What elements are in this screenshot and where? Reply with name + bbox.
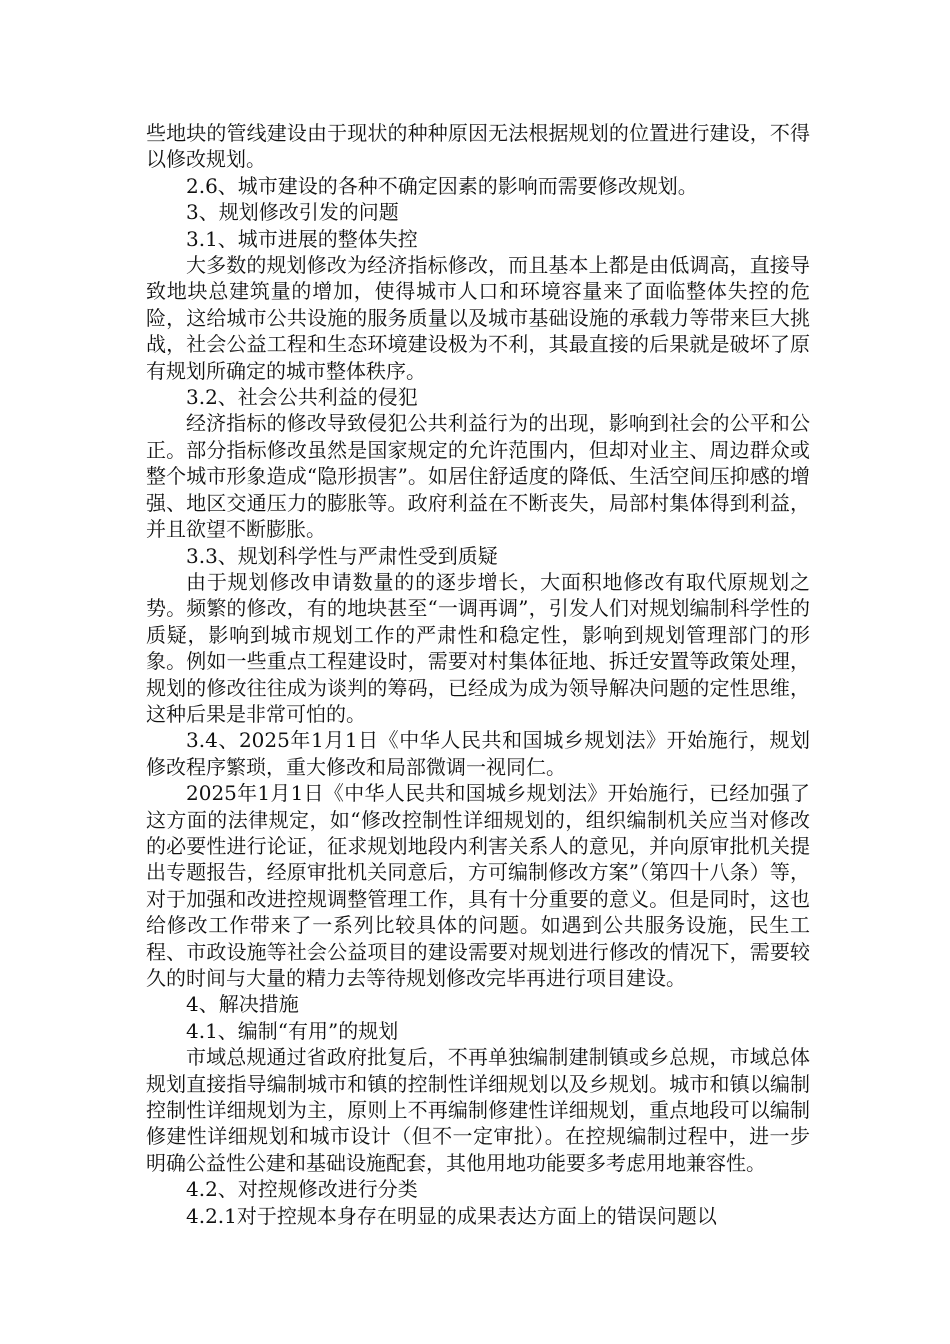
section-heading: 4.1、编制“有用”的规划 — [186, 1018, 399, 1043]
section-heading: 3、规划修改引发的问题 — [186, 200, 399, 225]
section-heading: 2.6、城市建设的各种不确定因素的影响而需要修改规划。 — [186, 173, 698, 198]
section-heading: 4、解决措施 — [186, 992, 299, 1017]
paragraph: 些地块的管线建设由于现状的种种原因无法根据规划的位置进行建设，不得以修改规划。 — [146, 121, 810, 172]
paragraph: 2025年1月1日《中华人民共和国城乡规划法》开始施行，已经加强了这方面的法律规定，如“修改控制性详细规划的，组织编制机关应当对修改的必要性进行论证，征求规划地段内利害关系人的意见，并向原审批机关提出专题报告，经原审批机关同意后，方可编制修改方案”（第四十八条）等，对于加强和改进控规调整管理工作，具有十分重要的意义。但是同时，这也给修改工作带来了一系列比较具体的问题。如遇到公共服务设施，民生工程、市政设施等社会公益项目的建设需要对规划进行修改的情况下，需要较久的时间与大量的精力去等待规划修改完毕再进行项目建设。 — [146, 781, 810, 990]
section-heading: 3.2、社会公共利益的侵犯 — [186, 385, 418, 410]
section-heading: 3.1、城市进展的整体失控 — [186, 226, 418, 251]
section-heading: 3.3、规划科学性与严肃性受到质疑 — [186, 543, 498, 568]
paragraph: 经济指标的修改导致侵犯公共利益行为的出现，影响到社会的公平和公正。部分指标修改虽然是国家规定的允许范围内，但却对业主、周边群众或整个城市形象造成“隐形损害”。如居住舒适度的降低、生活空间压抑感的增强、地区交通压力的膨胀等。政府利益在不断丧失，局部村集体得到利益，并且欲望不断膨胀。 — [146, 411, 810, 542]
paragraph: 市域总规通过省政府批复后，不再单独编制建制镇或乡总规，市域总体规划直接指导编制城市和镇的控制性详细规划以及乡规划。城市和镇以编制控制性详细规划为主，原则上不再编制修建性详细规划，重点地段可以编制修建性详细规划和城市设计（但不一定审批）。在控规编制过程中，进一步明确公益性公建和基础设施配套，其他用地功能要多考虑用地兼容性。 — [146, 1045, 810, 1175]
section-heading: 4.2、对控规修改进行分类 — [186, 1177, 418, 1202]
document-body — [146, 120, 810, 1229]
paragraph: 由于规划修改申请数量的的逐步增长，大面积地修改有取代原规划之势。频繁的修改，有的地块甚至“一调再调”，引发人们对规划编制科学性的质疑，影响到城市规划工作的严肃性和稳定性，影响到规划管理部门的形象。例如一些重点工程建设时，需要对村集体征地、拆迁安置等政策处理，规划的修改往往成为谈判的筹码，已经成为成为领导解决问题的定性思维，这种后果是非常可怕的。 — [146, 569, 810, 726]
paragraph: 4.2.1对于控规本身存在明显的成果表达方面上的错误问题以 — [186, 1203, 717, 1228]
section-heading: 3.4、2025年1月1日《中华人民共和国城乡规划法》开始施行，规划修改程序繁琐，重大修改和局部微调一视同仁。 — [146, 728, 810, 779]
paragraph: 大多数的规划修改为经济指标修改，而且基本上都是由低调高，直接导致地块总建筑量的增加，使得城市人口和环境容量来了面临整体失控的危险，这给城市公共设施的服务质量以及城市基础设施的承载力等带来巨大挑战，社会公益工程和生态环境建设极为不利，其最直接的后果就是破坏了原有规划所确定的城市整体秩序。 — [146, 253, 810, 383]
